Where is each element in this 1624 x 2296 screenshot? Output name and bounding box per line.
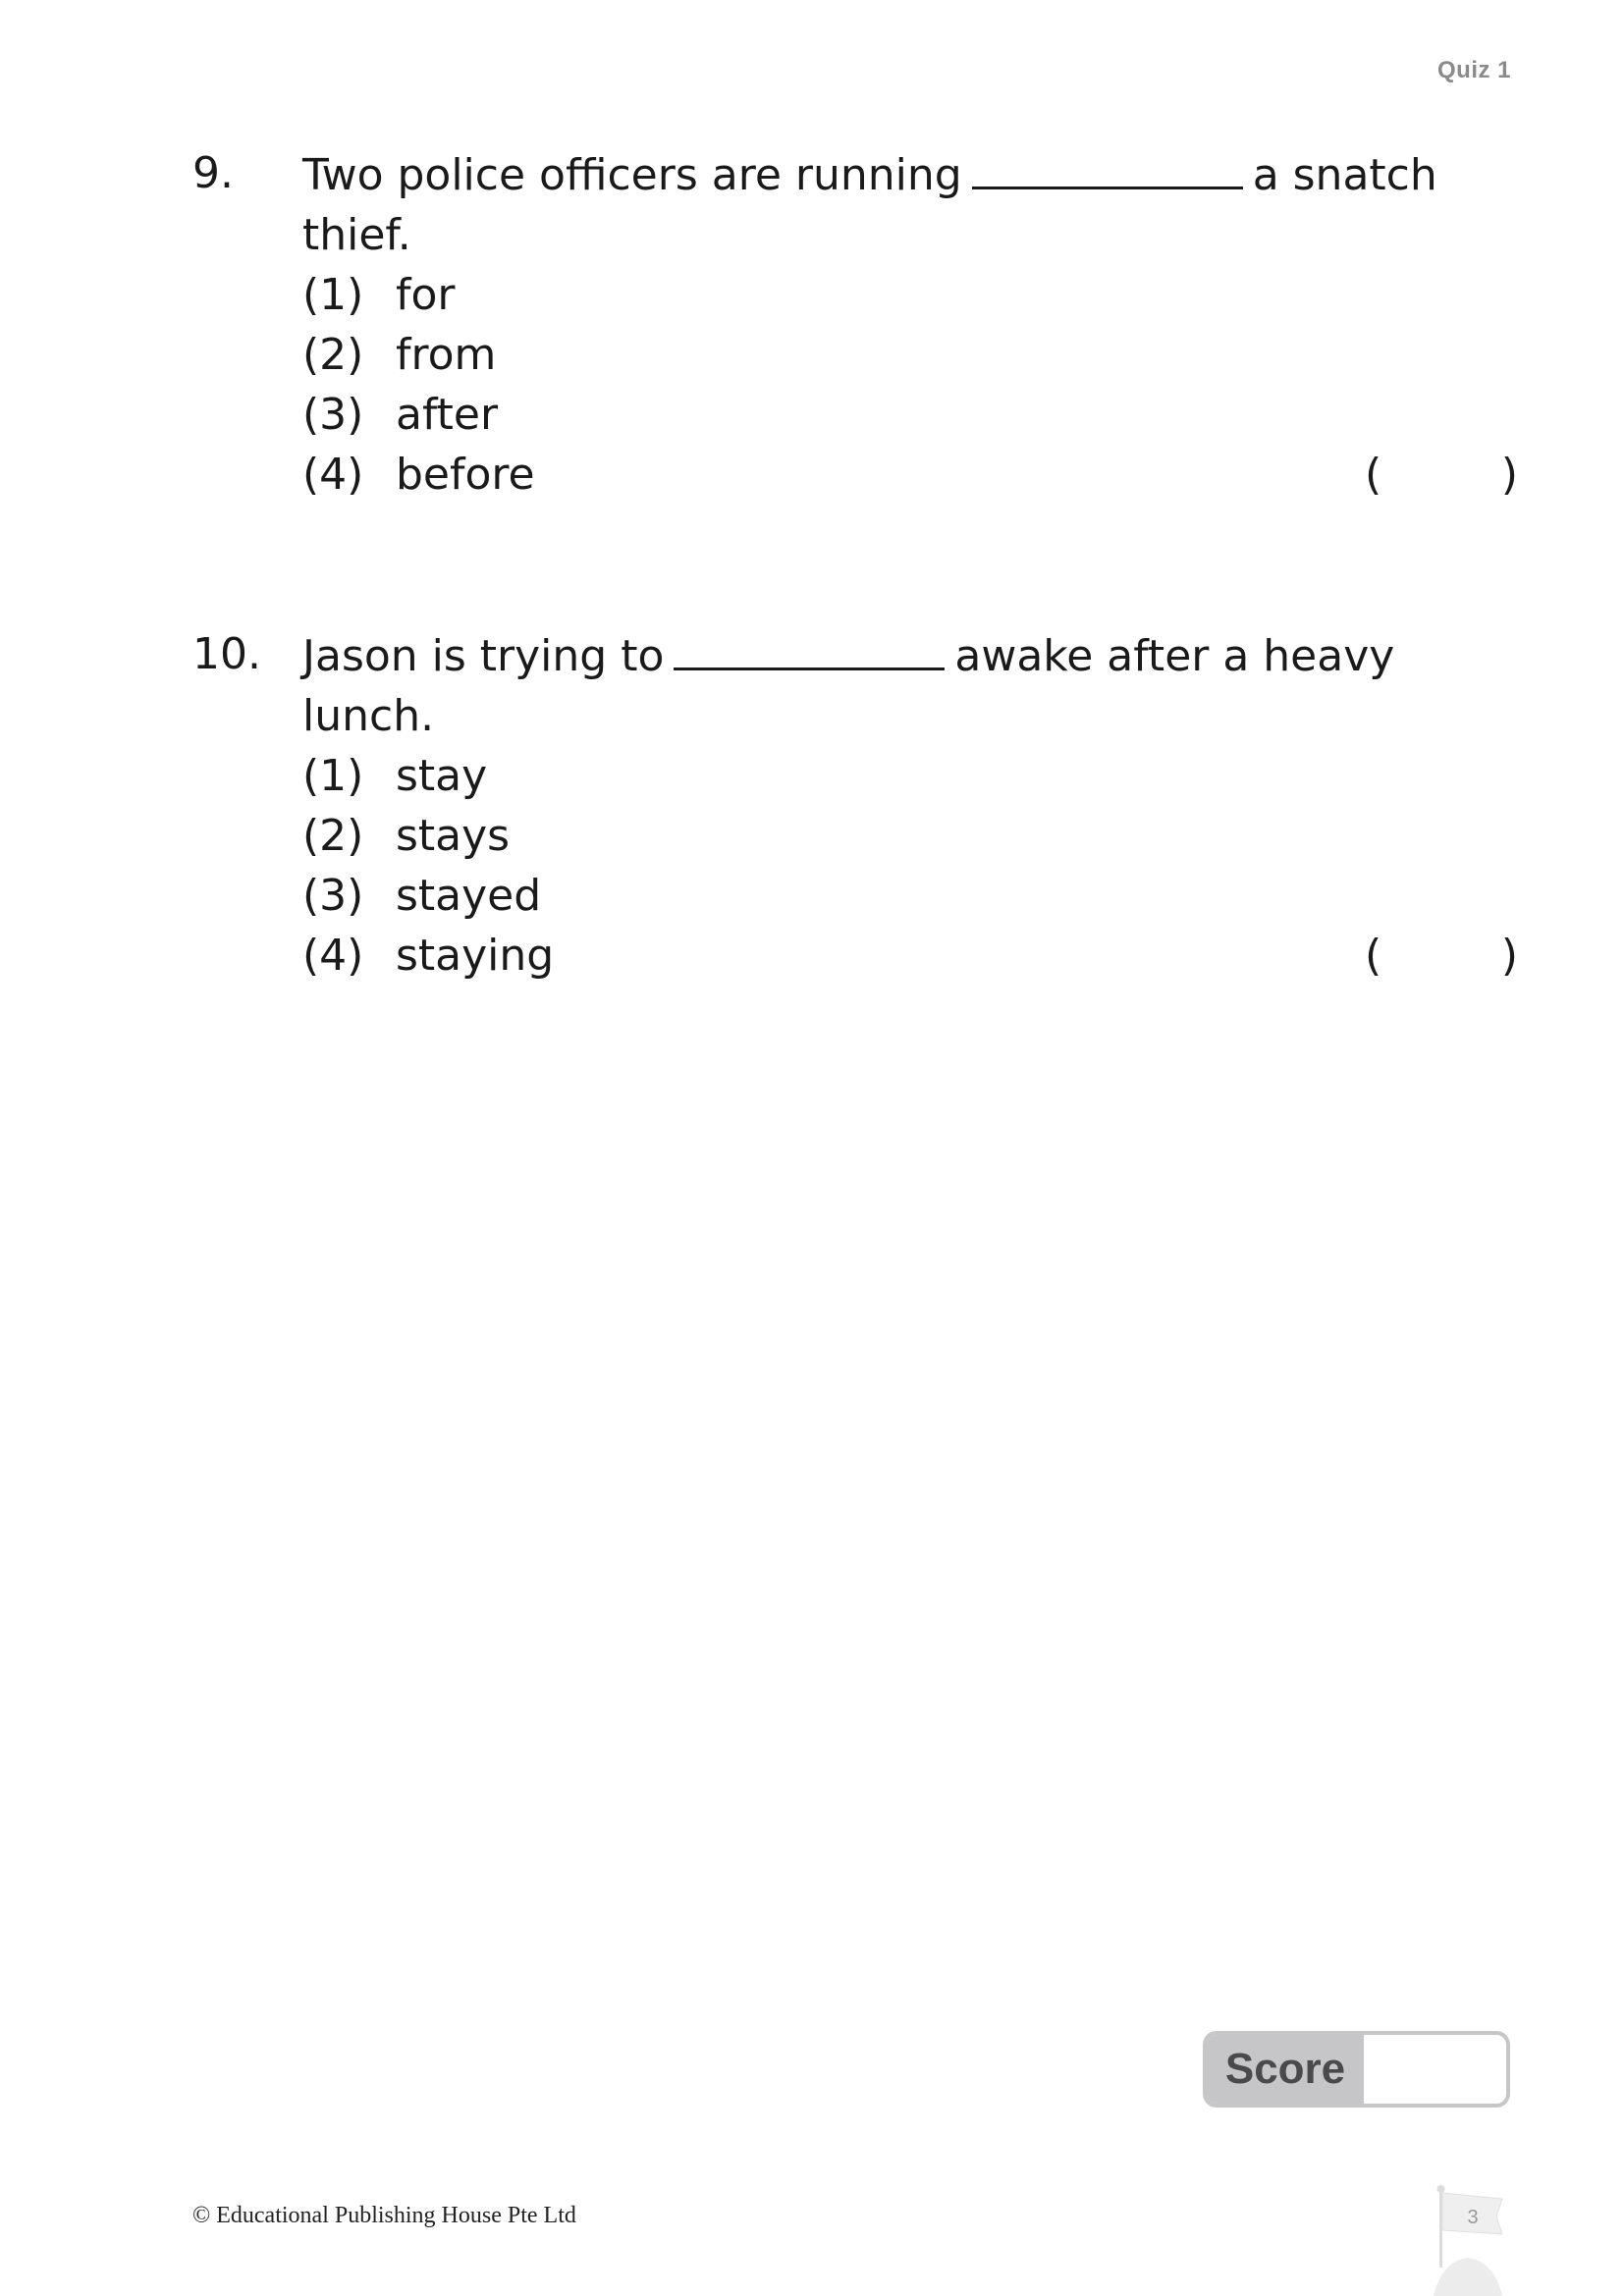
option-text: stays (396, 811, 511, 861)
option-number: (4) (302, 450, 364, 500)
score-input[interactable] (1364, 2035, 1506, 2104)
options-list (302, 746, 1518, 986)
stem-text-before: Jason is trying to (302, 631, 665, 681)
option-text: staying (396, 931, 555, 981)
answer-bracket[interactable] (1365, 445, 1518, 505)
option-4[interactable] (302, 445, 1518, 505)
score-box (1203, 2031, 1510, 2108)
option-number: (4) (302, 931, 364, 981)
option-text: stay (396, 751, 488, 801)
option-number: (2) (302, 330, 364, 380)
stem-text-after: awake after a heavy lunch. (302, 631, 1395, 741)
copyright-text: © Educational Publishing House Pte Ltd (192, 2203, 576, 2228)
option-1[interactable] (302, 265, 1518, 325)
bracket-close: ) (1500, 450, 1518, 500)
stem-text-after: a snatch thief. (302, 150, 1437, 260)
option-2[interactable] (302, 806, 1518, 866)
option-4[interactable] (302, 926, 1518, 986)
stem-text-before: Two police officers are running (302, 150, 962, 200)
option-3[interactable] (302, 866, 1518, 926)
option-number: (1) (302, 270, 364, 320)
bracket-open: ( (1365, 931, 1382, 981)
question-number: 10. (192, 629, 261, 679)
answer-bracket[interactable] (1365, 926, 1518, 986)
answer-blank[interactable] (674, 624, 945, 670)
option-text: stayed (396, 871, 542, 921)
question-10 (192, 624, 1518, 986)
question-stem (302, 624, 1510, 746)
bracket-open: ( (1365, 450, 1382, 500)
answer-blank[interactable] (972, 143, 1243, 189)
option-1[interactable] (302, 746, 1518, 806)
flag-icon (1414, 2179, 1522, 2296)
option-text: for (396, 270, 456, 320)
bracket-close: ) (1500, 931, 1518, 981)
option-number: (3) (302, 390, 364, 440)
option-text: from (396, 330, 497, 380)
option-text: after (396, 390, 499, 440)
quiz-label: Quiz 1 (1436, 57, 1511, 83)
option-2[interactable] (302, 325, 1518, 385)
question-number: 9. (192, 148, 234, 198)
option-text: before (396, 450, 535, 500)
score-label: Score (1207, 2035, 1364, 2104)
options-list (302, 265, 1518, 505)
question-9 (192, 143, 1518, 505)
question-stem (302, 143, 1510, 265)
page-number: 3 (1467, 2207, 1479, 2228)
option-3[interactable] (302, 385, 1518, 445)
option-number: (1) (302, 751, 364, 801)
option-number: (2) (302, 811, 364, 861)
option-number: (3) (302, 871, 364, 921)
